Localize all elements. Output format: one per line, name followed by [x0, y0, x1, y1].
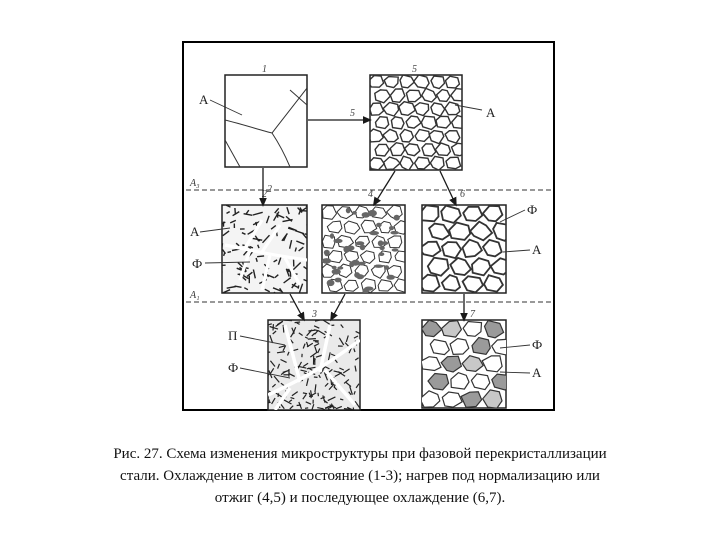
arrow-number-2: 2 — [267, 184, 272, 195]
ferrite-island — [379, 252, 385, 256]
caption-line-3: отжиг (4,5) и последующее охлаждение (6,7). — [214, 490, 506, 506]
texture-stroke — [278, 393, 279, 397]
texture-stroke — [297, 405, 302, 406]
ferrite-island — [352, 211, 357, 215]
ferrite-island — [376, 223, 382, 227]
ferrite-island — [387, 275, 395, 280]
ferrite-island — [346, 208, 351, 214]
ferrite-island — [389, 226, 394, 230]
ferrite-island — [368, 210, 377, 217]
ferrite-island — [379, 246, 384, 250]
ferrite-island — [390, 231, 398, 235]
ferrite-island — [333, 239, 342, 243]
label-p6-a: А — [532, 242, 542, 257]
label-p7-f: Ф — [532, 337, 543, 352]
label-p2-f: Ф — [192, 256, 203, 271]
panel-7 — [420, 309, 514, 408]
panel-4 — [321, 189, 410, 294]
ferrite-island — [332, 266, 337, 270]
arrow-2-to-3 — [290, 294, 303, 318]
ferrite-island — [349, 261, 354, 267]
panel-6-number: 6 — [460, 189, 465, 200]
ferrite-island — [378, 240, 384, 246]
ferrite-island — [360, 244, 365, 250]
texture-stroke — [264, 398, 268, 399]
panel-1 — [225, 64, 307, 167]
arrow-number-5: 5 — [350, 108, 355, 119]
ferrite-island — [394, 215, 400, 221]
panel-3 — [263, 309, 363, 415]
label-p1-a: А — [199, 92, 209, 107]
ferrite-island — [356, 274, 364, 279]
panel-3-number: 3 — [312, 309, 317, 320]
ferrite-island — [330, 233, 334, 239]
ferrite-island — [324, 250, 330, 255]
level-label-a1: A₁ — [190, 290, 200, 301]
ferrite-island — [332, 269, 341, 275]
texture-stroke — [235, 208, 236, 215]
grain — [492, 374, 513, 390]
caption-line-1: Рис. 27. Схема изменения микроструктуры при фазовой перекристаллизации — [113, 446, 607, 462]
arrow-5-to-4 — [375, 171, 395, 203]
panel-2 — [216, 189, 312, 296]
ferrite-island — [369, 231, 379, 235]
label-p6-f: Ф — [527, 202, 538, 217]
figure-caption — [40, 443, 680, 509]
texture-stroke — [228, 252, 231, 253]
panel-5 — [368, 64, 467, 170]
ferrite-island — [364, 287, 373, 291]
panel-5-number: 5 — [412, 64, 417, 75]
texture-stroke — [295, 322, 301, 323]
arrow-4-to-3 — [332, 294, 345, 318]
panel-2-number: 2 — [262, 189, 267, 200]
ferrite-island — [346, 245, 354, 250]
ferrite-island — [384, 265, 389, 269]
ferrite-island — [374, 265, 384, 268]
texture-stroke — [315, 342, 319, 343]
ferrite-island — [392, 248, 399, 251]
ferrite-island — [322, 258, 331, 264]
panel-4-number: 4 — [368, 189, 373, 200]
label-p7-a: А — [532, 365, 542, 380]
panel-7-number: 7 — [470, 309, 475, 320]
texture-stroke — [305, 234, 309, 235]
label-p2-a: А — [190, 224, 200, 239]
caption-line-2: стали. Охлаждение в литом состояние (1-3); нагрев под нормализацию или — [120, 468, 600, 484]
label-p3-p: П — [228, 328, 238, 343]
label-p3-f: Ф — [228, 360, 239, 375]
arrow-5-to-6 — [440, 171, 455, 203]
label-p5-a: А — [486, 105, 496, 120]
texture-stroke — [257, 256, 264, 257]
ferrite-island — [335, 278, 342, 283]
ferrite-island — [358, 262, 366, 266]
panel-6 — [419, 189, 511, 293]
texture-stroke — [308, 339, 316, 340]
level-label-a3: A₃ — [190, 178, 200, 189]
ferrite-island — [327, 280, 335, 287]
panel-1-number: 1 — [262, 64, 267, 75]
texture-stroke — [303, 393, 307, 394]
